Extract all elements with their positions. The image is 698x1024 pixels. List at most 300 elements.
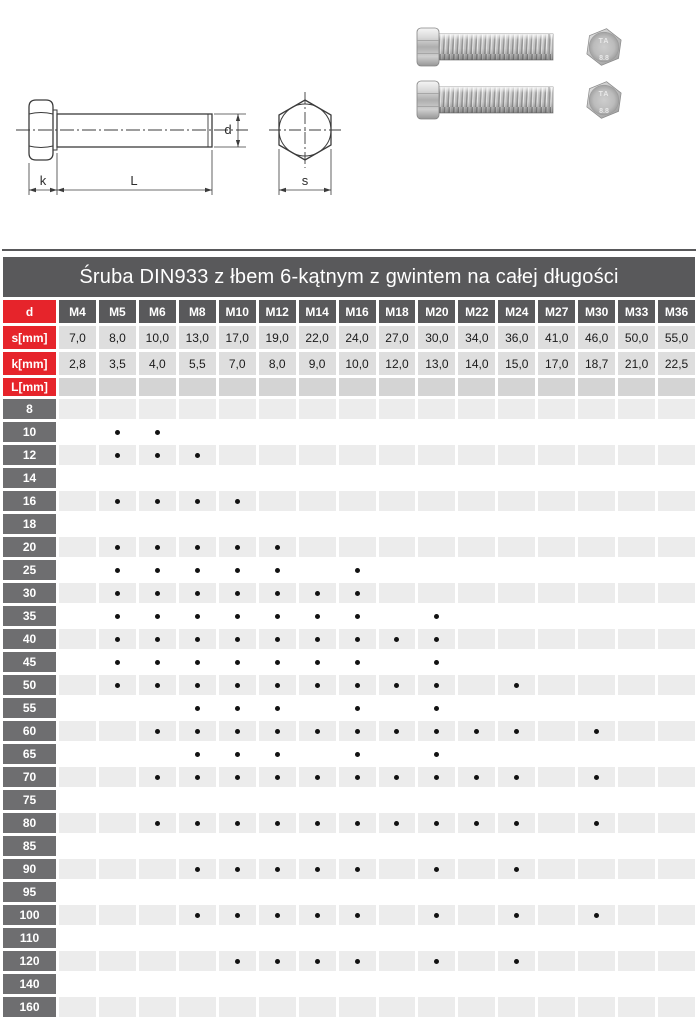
length-row-85	[3, 836, 695, 856]
cell-100-M12	[259, 905, 296, 925]
cell-160-M10	[219, 997, 256, 1017]
length-row-95	[3, 882, 695, 902]
availability-dot	[155, 545, 160, 550]
availability-dot	[115, 683, 120, 688]
cell-18-M10	[219, 514, 256, 534]
s-value-M12: 19,0	[259, 326, 296, 349]
cell-110-M4	[59, 928, 96, 948]
dimension-arrows	[29, 114, 331, 192]
dimension-lines	[29, 114, 331, 195]
cell-80-M30	[578, 813, 615, 833]
availability-dot	[434, 959, 439, 964]
availability-dot	[594, 913, 599, 918]
availability-dot	[235, 499, 240, 504]
cell-140-M22	[458, 974, 495, 994]
cell-60-M6	[139, 721, 176, 741]
length-row-8	[3, 399, 695, 419]
cell-90-M30	[578, 859, 615, 879]
cell-70-M14	[299, 767, 336, 787]
cell-65-M14	[299, 744, 336, 764]
k-value-M14: 9,0	[299, 352, 336, 375]
length-label-12: 12	[3, 445, 56, 465]
cell-65-M5	[99, 744, 136, 764]
cell-50-M36	[658, 675, 695, 695]
cell-140-M5	[99, 974, 136, 994]
cell-100-M20	[418, 905, 455, 925]
availability-dot	[235, 821, 240, 826]
availability-dot	[434, 637, 439, 642]
cell-30-M33	[618, 583, 655, 603]
cell-16-M5	[99, 491, 136, 511]
cell-45-M33	[618, 652, 655, 672]
cell-30-M36	[658, 583, 695, 603]
cell-12-M6	[139, 445, 176, 465]
cell-140-M36	[658, 974, 695, 994]
cell-95-M30	[578, 882, 615, 902]
cell-95-M12	[259, 882, 296, 902]
availability-dot	[155, 821, 160, 826]
availability-dot	[315, 591, 320, 596]
cell-160-M33	[618, 997, 655, 1017]
cell-60-M24	[498, 721, 535, 741]
availability-dot	[195, 614, 200, 619]
cell-85-M18	[379, 836, 416, 856]
availability-dot	[195, 775, 200, 780]
cell-35-M5	[99, 606, 136, 626]
s-value-M27: 41,0	[538, 326, 575, 349]
cell-40-M30	[578, 629, 615, 649]
cell-18-M14	[299, 514, 336, 534]
dim-label-k: k	[39, 173, 47, 188]
length-label-65: 65	[3, 744, 56, 764]
availability-dot	[235, 660, 240, 665]
cell-120-M20	[418, 951, 455, 971]
cell-20-M27	[538, 537, 575, 557]
availability-dot	[155, 683, 160, 688]
availability-dot	[235, 867, 240, 872]
cell-120-M36	[658, 951, 695, 971]
availability-dot	[355, 775, 360, 780]
availability-dot	[355, 729, 360, 734]
cell-8-M33	[618, 399, 655, 419]
availability-dot	[514, 867, 519, 872]
k-value-M33: 21,0	[618, 352, 655, 375]
availability-dot	[275, 545, 280, 550]
cell-85-M36	[658, 836, 695, 856]
cell-10-M36	[658, 422, 695, 442]
cell-50-M4	[59, 675, 96, 695]
cell-140-M4	[59, 974, 96, 994]
availability-dot	[474, 775, 479, 780]
col-header-M6: M6	[139, 300, 176, 323]
cell-25-M12	[259, 560, 296, 580]
length-label-8: 8	[3, 399, 56, 419]
cell-90-M10	[219, 859, 256, 879]
table-top-rule	[2, 249, 696, 251]
availability-dot	[115, 660, 120, 665]
cell-10-M14	[299, 422, 336, 442]
cell-10-M8	[179, 422, 216, 442]
cell-60-M10	[219, 721, 256, 741]
head-marking-grade: 8.8	[599, 108, 609, 115]
cell-8-M5	[99, 399, 136, 419]
cell-25-M33	[618, 560, 655, 580]
availability-dot	[115, 614, 120, 619]
cell-140-M30	[578, 974, 615, 994]
s-dimension-row	[3, 326, 695, 349]
cell-85-M16	[339, 836, 376, 856]
cell-30-M30	[578, 583, 615, 603]
length-row-12	[3, 445, 695, 465]
cell-75-M8	[179, 790, 216, 810]
cell-16-M18	[379, 491, 416, 511]
cell-16-M33	[618, 491, 655, 511]
cell-110-M22	[458, 928, 495, 948]
availability-dot	[514, 913, 519, 918]
l-header-cell-M30	[578, 378, 615, 396]
l-header-cell-M18	[379, 378, 416, 396]
cell-50-M8	[179, 675, 216, 695]
col-header-M24: M24	[498, 300, 535, 323]
cell-60-M36	[658, 721, 695, 741]
cell-110-M12	[259, 928, 296, 948]
cell-35-M4	[59, 606, 96, 626]
cell-25-M22	[458, 560, 495, 580]
cell-14-M14	[299, 468, 336, 488]
s-value-M6: 10,0	[139, 326, 176, 349]
cell-16-M30	[578, 491, 615, 511]
cell-18-M8	[179, 514, 216, 534]
k-row-label: k[mm]	[3, 352, 56, 375]
availability-dot	[155, 499, 160, 504]
availability-dot	[315, 729, 320, 734]
cell-45-M10	[219, 652, 256, 672]
availability-dot	[195, 568, 200, 573]
availability-dot	[115, 453, 120, 458]
bolt-photo-head-1	[586, 26, 623, 67]
cell-35-M22	[458, 606, 495, 626]
cell-16-M27	[538, 491, 575, 511]
cell-75-M36	[658, 790, 695, 810]
cell-12-M8	[179, 445, 216, 465]
cell-20-M5	[99, 537, 136, 557]
cell-50-M6	[139, 675, 176, 695]
length-row-60	[3, 721, 695, 741]
head-marking-manufacturer: TA	[598, 38, 610, 45]
cell-70-M8	[179, 767, 216, 787]
cell-80-M4	[59, 813, 96, 833]
availability-dot	[195, 453, 200, 458]
availability-dot	[155, 614, 160, 619]
k-value-M4: 2,8	[59, 352, 96, 375]
cell-12-M4	[59, 445, 96, 465]
l-header-cell-M8	[179, 378, 216, 396]
cell-12-M24	[498, 445, 535, 465]
availability-dot	[355, 637, 360, 642]
table-title: Śruba DIN933 z łbem 6-kątnym z gwintem na całej długości	[3, 257, 695, 297]
cell-95-M5	[99, 882, 136, 902]
dim-label-L: L	[130, 173, 138, 188]
cell-85-M5	[99, 836, 136, 856]
s-value-M20: 30,0	[418, 326, 455, 349]
cell-25-M18	[379, 560, 416, 580]
availability-dot	[434, 729, 439, 734]
cell-90-M16	[339, 859, 376, 879]
cell-45-M16	[339, 652, 376, 672]
cell-16-M8	[179, 491, 216, 511]
length-label-75: 75	[3, 790, 56, 810]
cell-60-M12	[259, 721, 296, 741]
cell-160-M20	[418, 997, 455, 1017]
length-row-25	[3, 560, 695, 580]
cell-80-M16	[339, 813, 376, 833]
cell-20-M24	[498, 537, 535, 557]
length-row-18	[3, 514, 695, 534]
cell-12-M30	[578, 445, 615, 465]
cell-110-M10	[219, 928, 256, 948]
cell-25-M27	[538, 560, 575, 580]
availability-dot	[195, 637, 200, 642]
availability-dot	[235, 706, 240, 711]
head-facet-line-top	[29, 113, 53, 115]
cell-35-M20	[418, 606, 455, 626]
cell-20-M33	[618, 537, 655, 557]
cell-65-M12	[259, 744, 296, 764]
cell-35-M27	[538, 606, 575, 626]
length-label-90: 90	[3, 859, 56, 879]
cell-10-M20	[418, 422, 455, 442]
cell-80-M14	[299, 813, 336, 833]
cell-90-M22	[458, 859, 495, 879]
title-row	[3, 257, 695, 297]
availability-dot	[235, 752, 240, 757]
cell-18-M6	[139, 514, 176, 534]
cell-50-M14	[299, 675, 336, 695]
cell-12-M12	[259, 445, 296, 465]
cell-25-M36	[658, 560, 695, 580]
k-value-M30: 18,7	[578, 352, 615, 375]
cell-160-M14	[299, 997, 336, 1017]
l-row-label: L[mm]	[3, 378, 56, 396]
availability-dot	[115, 591, 120, 596]
cell-40-M18	[379, 629, 416, 649]
cell-75-M22	[458, 790, 495, 810]
cell-85-M22	[458, 836, 495, 856]
availability-dot	[195, 867, 200, 872]
cell-100-M6	[139, 905, 176, 925]
s-value-M18: 27,0	[379, 326, 416, 349]
cell-12-M20	[418, 445, 455, 465]
cell-140-M18	[379, 974, 416, 994]
cell-10-M33	[618, 422, 655, 442]
cell-80-M36	[658, 813, 695, 833]
cell-10-M4	[59, 422, 96, 442]
availability-dot	[434, 867, 439, 872]
cell-120-M8	[179, 951, 216, 971]
cell-60-M4	[59, 721, 96, 741]
col-header-M12: M12	[259, 300, 296, 323]
cell-90-M6	[139, 859, 176, 879]
cell-100-M14	[299, 905, 336, 925]
availability-dot	[514, 959, 519, 964]
cell-55-M16	[339, 698, 376, 718]
availability-dot	[275, 867, 280, 872]
k-value-M24: 15,0	[498, 352, 535, 375]
length-label-95: 95	[3, 882, 56, 902]
length-label-16: 16	[3, 491, 56, 511]
availability-dot	[155, 430, 160, 435]
dim-label-d: d	[224, 122, 232, 137]
cell-75-M20	[418, 790, 455, 810]
length-label-140: 140	[3, 974, 56, 994]
cell-140-M14	[299, 974, 336, 994]
l-header-cell-M33	[618, 378, 655, 396]
cell-65-M30	[578, 744, 615, 764]
cell-120-M12	[259, 951, 296, 971]
s-value-M5: 8,0	[99, 326, 136, 349]
l-header-cell-M24	[498, 378, 535, 396]
cell-45-M14	[299, 652, 336, 672]
cell-100-M5	[99, 905, 136, 925]
k-value-M10: 7,0	[219, 352, 256, 375]
cell-85-M20	[418, 836, 455, 856]
availability-dot	[315, 821, 320, 826]
availability-dot	[355, 959, 360, 964]
col-header-M4: M4	[59, 300, 96, 323]
cell-80-M22	[458, 813, 495, 833]
cell-65-M27	[538, 744, 575, 764]
l-header-cell-M10	[219, 378, 256, 396]
cell-80-M12	[259, 813, 296, 833]
cell-110-M27	[538, 928, 575, 948]
k-value-M22: 14,0	[458, 352, 495, 375]
cell-12-M33	[618, 445, 655, 465]
cell-90-M24	[498, 859, 535, 879]
cell-20-M6	[139, 537, 176, 557]
cell-75-M16	[339, 790, 376, 810]
cell-75-M14	[299, 790, 336, 810]
cell-14-M5	[99, 468, 136, 488]
cell-75-M30	[578, 790, 615, 810]
cell-55-M12	[259, 698, 296, 718]
availability-dot	[195, 591, 200, 596]
cell-14-M16	[339, 468, 376, 488]
cell-60-M20	[418, 721, 455, 741]
cell-45-M6	[139, 652, 176, 672]
cell-140-M27	[538, 974, 575, 994]
cell-35-M8	[179, 606, 216, 626]
cell-65-M6	[139, 744, 176, 764]
cell-65-M16	[339, 744, 376, 764]
cell-18-M4	[59, 514, 96, 534]
l-header-cell-M6	[139, 378, 176, 396]
cell-25-M14	[299, 560, 336, 580]
cell-160-M18	[379, 997, 416, 1017]
cell-8-M36	[658, 399, 695, 419]
cell-55-M5	[99, 698, 136, 718]
cell-75-M10	[219, 790, 256, 810]
corner-label-d: d	[3, 300, 56, 323]
l-header-cell-M22	[458, 378, 495, 396]
length-label-70: 70	[3, 767, 56, 787]
cell-18-M24	[498, 514, 535, 534]
cell-90-M8	[179, 859, 216, 879]
cell-65-M33	[618, 744, 655, 764]
length-label-25: 25	[3, 560, 56, 580]
s-row-label: s[mm]	[3, 326, 56, 349]
length-row-75	[3, 790, 695, 810]
cell-55-M27	[538, 698, 575, 718]
cell-50-M33	[618, 675, 655, 695]
s-value-M30: 46,0	[578, 326, 615, 349]
cell-90-M12	[259, 859, 296, 879]
cell-70-M5	[99, 767, 136, 787]
cell-110-M33	[618, 928, 655, 948]
cell-85-M10	[219, 836, 256, 856]
availability-dot	[434, 614, 439, 619]
cell-20-M4	[59, 537, 96, 557]
cell-10-M16	[339, 422, 376, 442]
length-row-160	[3, 997, 695, 1017]
s-value-M24: 36,0	[498, 326, 535, 349]
cell-25-M30	[578, 560, 615, 580]
cell-100-M22	[458, 905, 495, 925]
availability-dot	[275, 729, 280, 734]
availability-dot	[275, 959, 280, 964]
length-label-35: 35	[3, 606, 56, 626]
cell-140-M12	[259, 974, 296, 994]
cell-120-M22	[458, 951, 495, 971]
cell-14-M6	[139, 468, 176, 488]
cell-25-M4	[59, 560, 96, 580]
cell-80-M10	[219, 813, 256, 833]
availability-dot	[235, 683, 240, 688]
availability-dot	[195, 499, 200, 504]
cell-95-M20	[418, 882, 455, 902]
s-value-M8: 13,0	[179, 326, 216, 349]
cell-160-M16	[339, 997, 376, 1017]
length-label-120: 120	[3, 951, 56, 971]
cell-45-M18	[379, 652, 416, 672]
cell-25-M5	[99, 560, 136, 580]
length-label-100: 100	[3, 905, 56, 925]
cell-14-M8	[179, 468, 216, 488]
cell-70-M24	[498, 767, 535, 787]
s-value-M14: 22,0	[299, 326, 336, 349]
cell-65-M20	[418, 744, 455, 764]
cell-90-M33	[618, 859, 655, 879]
cell-160-M24	[498, 997, 535, 1017]
cell-40-M24	[498, 629, 535, 649]
length-label-18: 18	[3, 514, 56, 534]
cell-140-M20	[418, 974, 455, 994]
length-label-10: 10	[3, 422, 56, 442]
cell-160-M8	[179, 997, 216, 1017]
availability-dot	[355, 752, 360, 757]
availability-dot	[434, 821, 439, 826]
k-value-M6: 4,0	[139, 352, 176, 375]
cell-14-M27	[538, 468, 575, 488]
length-label-50: 50	[3, 675, 56, 695]
cell-14-M36	[658, 468, 695, 488]
cell-75-M4	[59, 790, 96, 810]
availability-dot	[315, 660, 320, 665]
cell-8-M14	[299, 399, 336, 419]
cell-12-M14	[299, 445, 336, 465]
availability-dot	[315, 913, 320, 918]
length-label-55: 55	[3, 698, 56, 718]
cell-95-M16	[339, 882, 376, 902]
